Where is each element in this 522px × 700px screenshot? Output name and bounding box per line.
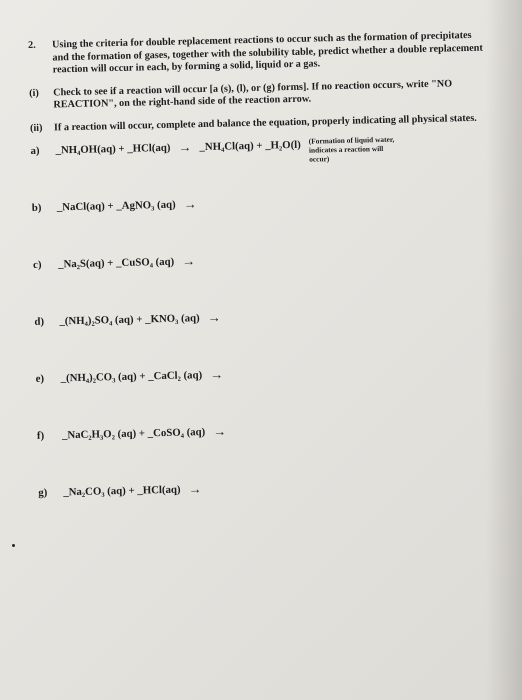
instruction-number: (i) (29, 87, 39, 99)
equation-d (34, 305, 495, 372)
equation-label: d) (34, 315, 45, 328)
equation-reactants: _(NH₄)₂SO₄ (aq) + _KNO₃ (aq) (59, 312, 200, 328)
instruction-number: (ii) (29, 122, 43, 134)
equation-label: g) (38, 486, 48, 499)
pen-dot (12, 544, 15, 547)
question-2 (28, 30, 489, 78)
equation-note: (Formation of liquid water, indicates a reaction will occur) (308, 134, 395, 164)
equation-reactants: _NH₄OH(aq) + _HCl(aq) (55, 141, 171, 157)
equation-f (37, 419, 498, 486)
equation-label: b) (31, 201, 42, 214)
equation-e (36, 362, 497, 429)
equation-reactants: _Na₂CO₃ (aq) + _HCl(aq) (63, 483, 181, 499)
instruction-ii (30, 112, 490, 135)
equation-reactants: _(NH₄)₂CO₃ (aq) + _CaCl₂ (aq) (60, 369, 203, 385)
equation-products: _NH₄Cl(aq) + _H₂O(l) (199, 138, 301, 154)
equation-label: a) (30, 144, 40, 157)
reaction-arrow-icon: → (182, 253, 196, 269)
equation-reactants: _Na₂S(aq) + _CuSO₄ (aq) (57, 255, 175, 271)
equation-label: c) (32, 258, 42, 271)
question-text: Using the criteria for double replacement reactions to occur such as the formation of precipitates and the formation of gases, together with the solubility table, predict whether a double replacement reaction will occur in each, by forming a solid, liquid or a gas. (51, 29, 483, 76)
reaction-arrow-icon: → (188, 481, 202, 497)
equation-b (32, 192, 493, 259)
equation-c (33, 249, 494, 316)
equation-reactants: _NaCl(aq) + _AgNO₃ (aq) (56, 198, 176, 214)
worksheet (28, 30, 499, 544)
instruction-text: If a reaction will occur, complete and balance the equation, properly indicating all physical states. (53, 112, 477, 133)
reaction-arrow-icon: → (183, 196, 197, 212)
equation-reactants: _NaC₂H₃O₂ (aq) + _CoSO₄ (aq) (61, 426, 206, 442)
equation-list (30, 135, 499, 544)
instruction-text: Check to see if a reaction will occur [a (s), (l), or (g) forms]. If no reaction occurs, write "NO REACTION", on the right-hand side of the reaction arrow. (53, 77, 453, 111)
question-number: 2. (28, 39, 36, 51)
equation-label: e) (35, 372, 45, 385)
reaction-arrow-icon: → (178, 139, 192, 155)
reaction-arrow-icon: → (213, 423, 227, 439)
equation-label: f) (36, 429, 45, 442)
instruction-i (29, 77, 489, 112)
reaction-arrow-icon: → (207, 309, 221, 325)
equation-a (30, 135, 491, 202)
reaction-arrow-icon: → (209, 366, 224, 382)
equation-g (38, 476, 499, 543)
